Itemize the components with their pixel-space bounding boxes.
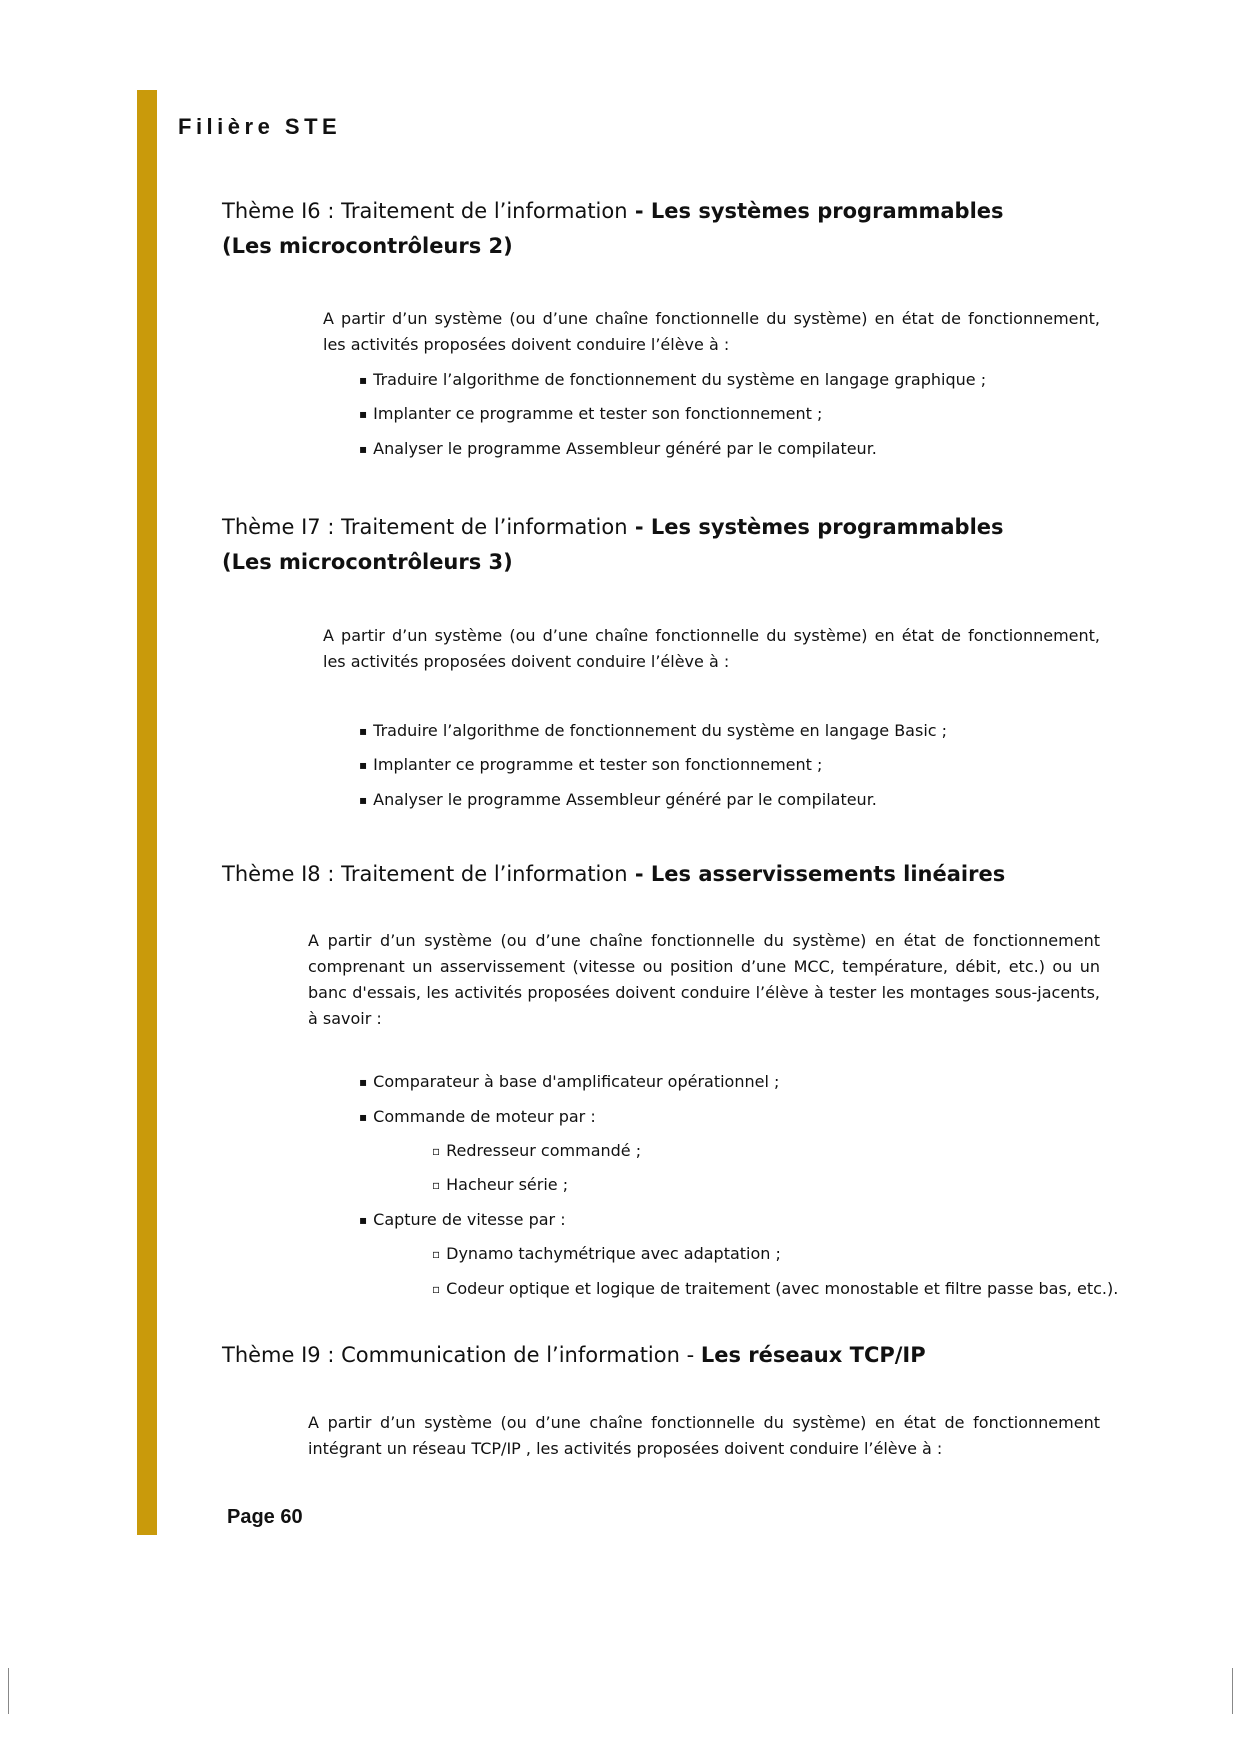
theme-i9-intro: A partir d’un système (ou d’une chaîne fonctionnelle du système) en état de fonctionnement intégrant un réseau TCP/IP , les activités proposées doivent conduire l’élève à : — [308, 1413, 1100, 1458]
theme-i7-subtitle: (Les microcontrôleurs 3) — [222, 550, 513, 574]
theme-i7-heading — [222, 510, 1004, 580]
page-number: Page 60 — [227, 1506, 303, 1528]
theme-i6-bullet-2: ▪ Implanter ce programme et tester son fonctionnement ; — [359, 402, 822, 427]
theme-i8-bullet-1: ▪ Comparateur à base d'amplificateur opérationnel ; — [359, 1070, 779, 1095]
document-header-title: Filière STE — [178, 114, 342, 139]
theme-i9-heading — [222, 1338, 926, 1373]
crop-mark-left — [8, 1668, 9, 1714]
theme-i7-bullet-2: ▪ Implanter ce programme et tester son fonctionnement ; — [359, 753, 822, 778]
theme-i8-intro: A partir d’un système (ou d’une chaîne fonctionnelle du système) en état de fonctionnement comprenant un asservissement (vitesse ou position d’une MCC, température, débit, etc.) ou un banc d'essais, les activités proposées doivent conduire l’élève à tester les montages sous-jacents, à savoir : — [308, 931, 1100, 1028]
theme-i8-prefix: Thème I8 : Traitement de l’information — [222, 862, 628, 886]
theme-i6-bullet-3: ▪ Analyser le programme Assembleur généré par le compilateur. — [359, 437, 877, 462]
theme-i6-prefix: Thème I6 : Traitement de l’information — [222, 199, 628, 223]
theme-i8-heading — [222, 857, 1005, 892]
theme-i6-intro: A partir d’un système (ou d’une chaîne fonctionnelle du système) en état de fonctionnement, les activités proposées doivent conduire l’élève à : — [323, 309, 1100, 354]
theme-i6-heading — [222, 194, 1004, 264]
accent-sidebar-bar — [137, 90, 157, 1535]
theme-i6-subtitle: (Les microcontrôleurs 2) — [222, 234, 513, 258]
theme-i7-prefix: Thème I7 : Traitement de l’information — [222, 515, 628, 539]
theme-i8-motor-sub-2: ▫ Hacheur série ; — [432, 1172, 568, 1199]
theme-i7-bullet-3: ▪ Analyser le programme Assembleur généré par le compilateur. — [359, 788, 877, 813]
theme-i6-bullet-1: ▪ Traduire l’algorithme de fonctionnement du système en langage graphique ; — [359, 368, 986, 393]
theme-i8-speed-sub-2: ▫ Codeur optique et logique de traitement (avec monostable et filtre passe bas, etc.). — [432, 1276, 1147, 1303]
theme-i9-prefix: Thème I9 : Communication de l’information - — [222, 1343, 701, 1367]
crop-mark-right — [1232, 1668, 1233, 1714]
theme-i7-bullet-1: ▪ Traduire l’algorithme de fonctionnement du système en langage Basic ; — [359, 719, 947, 744]
theme-i7-title: - Les systèmes programmables — [627, 515, 1004, 539]
theme-i8-motor-sub-1: ▫ Redresseur commandé ; — [432, 1138, 641, 1165]
theme-i8-title: - Les asservissements linéaires — [627, 862, 1006, 886]
theme-i8-bullet-2: ▪ Commande de moteur par : — [359, 1105, 596, 1130]
theme-i8-bullet-3: ▪ Capture de vitesse par : — [359, 1208, 566, 1233]
theme-i6-title: - Les systèmes programmables — [627, 199, 1004, 223]
theme-i7-intro: A partir d’un système (ou d’une chaîne fonctionnelle du système) en état de fonctionnement, les activités proposées doivent conduire l’élève à : — [323, 626, 1100, 671]
theme-i9-title: Les réseaux TCP/IP — [700, 1343, 926, 1367]
theme-i8-speed-sub-1: ▫ Dynamo tachymétrique avec adaptation ; — [432, 1241, 781, 1268]
